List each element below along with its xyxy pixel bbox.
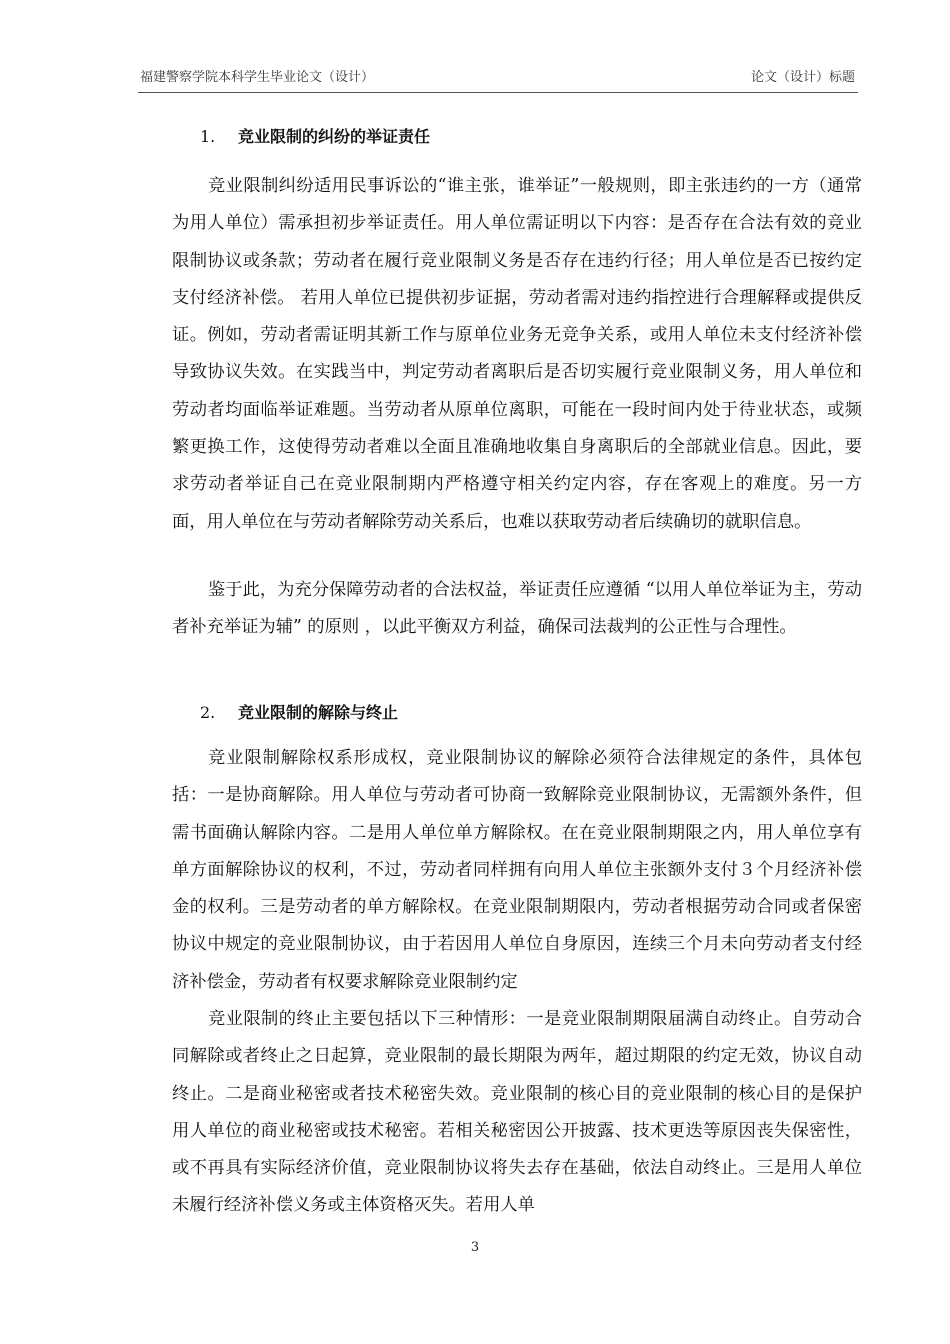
section-title: 竞业限制的纠纷的举证责任 bbox=[238, 127, 431, 146]
paragraph: 竞业限制解除权系形成权，竞业限制协议的解除必须符合法律规定的条件，具体包括：一是协商解除。用人单位与劳动者可协商一致解除竞业限制协议，无需额外条件，但需书面确认解除内容。二是用人单位单方解除权。在在竞业限制期限之内，用人单位享有单方面解除协议的权利，不过，劳动者同样拥有向用人单位主张额外支付３个月经济补偿金的权利。三是劳动者的单方解除权。在竞业限制期限内，劳动者根据劳动合同或者保密协议中规定的竞业限制协议，由于若因用人单位自身原因，连续三个月未向劳动者支付经济补偿金，劳动者有权要求解除竞业限制约定 bbox=[172, 748, 862, 992]
header-divider bbox=[138, 92, 858, 93]
section-heading-1 bbox=[200, 124, 430, 147]
section-heading-2 bbox=[200, 700, 398, 723]
section-number: 1. bbox=[200, 127, 216, 146]
paragraph: 竞业限制的终止主要包括以下三种情形：一是竞业限制期限届满自动终止。自劳动合同解除或者终止之日起算，竞业限制的最长期限为两年，超过期限的约定无效，协议自动终止。二是商业秘密或者技术秘密失效。竞业限制的核心目的竞业限制的核心目的是保护用人单位的商业秘密或技术秘密。若相关秘密因公开披露、技术更迭等原因丧失保密性，或不再具有实际经济价值，竞业限制协议将失去存在基础，依法自动终止。三是用人单位未履行经济补偿义务或主体资格灭失。若用人单 bbox=[172, 1009, 862, 1216]
section-number: 2. bbox=[200, 703, 216, 722]
paragraph: 鉴于此，为充分保障劳动者的合法权益，举证责任应遵循 “以用人单位举证为主，劳动者补充举证为辅” 的原则 ，以此平衡双方利益，确保司法裁判的公正性与合理性。 bbox=[172, 580, 862, 638]
section-title: 竞业限制的解除与终止 bbox=[238, 703, 399, 722]
header-thesis-title: 论文（设计）标题 bbox=[750, 70, 855, 85]
header-school-title: 福建警察学院本科学生毕业论文（设计） bbox=[140, 70, 375, 85]
page-number: 3 bbox=[470, 1240, 480, 1255]
paragraph: 竞业限制纠纷适用民事诉讼的“谁主张，谁举证”一般规则，即主张违约的一方（通常为用人单位）需承担初步举证责任。用人单位需证明以下内容：是否存在合法有效的竞业限制协议或条款；劳动者在履行竞业限制义务是否存在违约行径；用人单位是否已按约定支付经济补偿。 若用人单位已提供初步证据，劳动者需对违约指控进行合理解释或提供反证。例如，劳动者需证明其新工作与原单位业务无竞争关系，或用人单位未支付经济补偿导致协议失效。在实践当中，判定劳动者离职后是否切实履行竞业限制义务，用人单位和劳动者均面临举证难题。当劳动者从原单位离职，可能在一段时间内处于待业状态，或频繁更换工作，这使得劳动者难以全面且准确地收集自身离职后的全部就业信息。因此，要求劳动者举证自己在竞业限制期内严格遵守相关约定内容，存在客观上的难度。另一方面，用人单位在与劳动者解除劳动关系后，也难以获取劳动者后续确切的就职信息。 bbox=[172, 176, 862, 532]
